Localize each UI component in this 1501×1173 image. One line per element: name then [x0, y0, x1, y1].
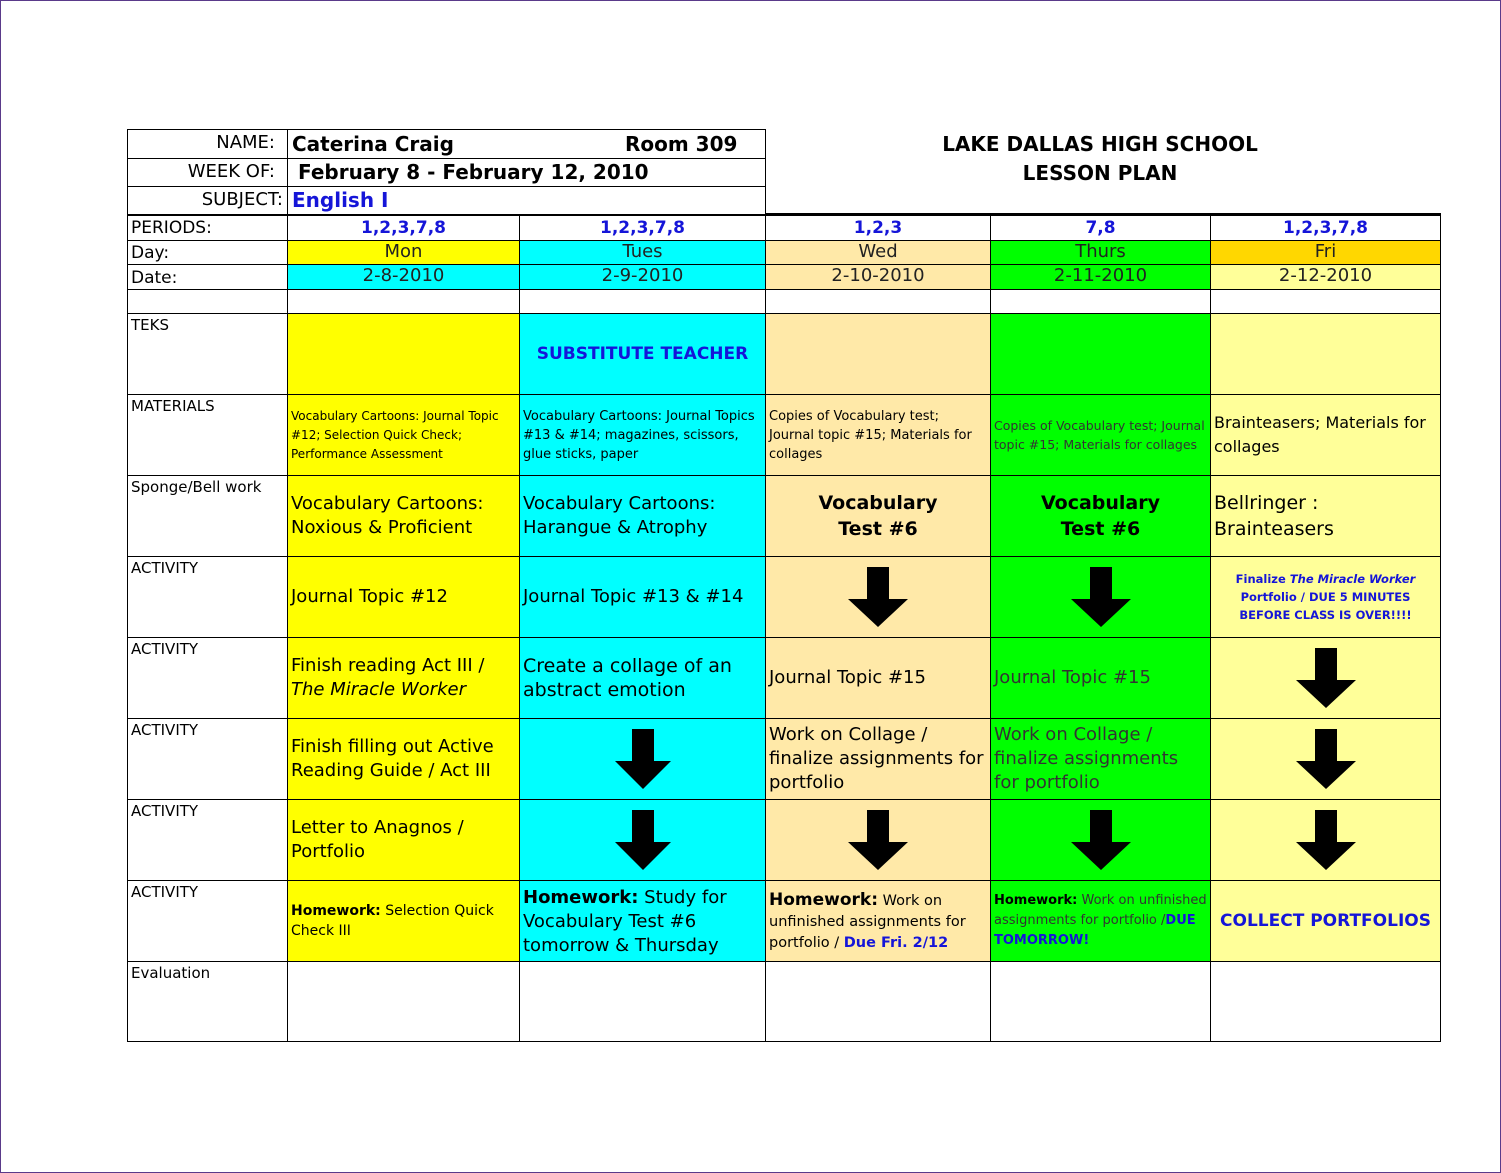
wed-day: Wed — [858, 241, 898, 262]
week-label-cell — [127, 158, 288, 187]
arrow-down-icon — [846, 810, 910, 870]
activity-label-cell-5 — [127, 880, 288, 962]
wed-blank-cell — [765, 289, 991, 314]
wed-activity1-cell — [765, 556, 991, 638]
wed-activity2-cell — [765, 637, 991, 719]
date-label-cell — [127, 264, 288, 290]
tue-teks-cell — [519, 313, 766, 395]
wed-periods: 1,2,3 — [853, 218, 903, 238]
fri-day-cell — [1210, 240, 1441, 265]
wed-teks-cell — [765, 313, 991, 395]
wed-homework: Work on unfinished assignments for portfolio / — [769, 893, 966, 951]
wed-materials-cell — [765, 394, 991, 476]
tue-homework-cell — [519, 880, 766, 962]
fri-teks-cell — [1210, 313, 1441, 395]
sponge-label-cell — [127, 475, 288, 557]
fri-activity1-part2: Portfolio / DUE 5 MINUTES BEFORE CLASS IS OVER!!!! — [1239, 590, 1412, 622]
activity-label: ACTIVITY — [131, 559, 199, 577]
fri-activity1-title: The Miracle Worker — [1289, 572, 1416, 586]
mon-evaluation-cell — [287, 961, 520, 1042]
fri-date-cell — [1210, 264, 1441, 290]
blank-label-cell — [127, 289, 288, 314]
wed-activity3: Work on Collage / finalize assignments for portfolio — [769, 724, 984, 793]
thu-sponge-line2: Test #6 — [1060, 518, 1141, 540]
mon-activity3: Finish filling out Active Reading Guide / Act III — [291, 736, 494, 781]
tue-materials-cell — [519, 394, 766, 476]
week-value: February 8 - February 12, 2010 — [298, 160, 649, 184]
tue-sponge-line1: Vocabulary Cartoons: — [523, 493, 716, 514]
tue-activity2-cell — [519, 637, 766, 719]
wed-homework-due: Due Fri. 2/12 — [843, 935, 949, 951]
tue-periods-cell — [519, 215, 766, 241]
collect-portfolios: COLLECT PORTFOLIOS — [1220, 911, 1431, 931]
thu-homework-cell — [990, 880, 1211, 962]
thu-homework-label: Homework: — [994, 893, 1078, 908]
fri-sponge-line2: Brainteasers — [1214, 518, 1334, 540]
activity-label: ACTIVITY — [131, 721, 199, 739]
thu-homework: Work on unfinished assignments for portfolio / — [994, 893, 1207, 928]
name-label-cell — [127, 129, 288, 159]
tue-activity4-cell — [519, 799, 766, 881]
mon-day: Mon — [384, 241, 423, 262]
thu-materials-cell — [990, 394, 1211, 476]
mon-periods-cell — [287, 215, 520, 241]
mon-activity3-cell — [287, 718, 520, 800]
thu-activity3: Work on Collage / finalize assignments for portfolio — [994, 724, 1179, 793]
wed-sponge-line1: Vocabulary — [818, 492, 938, 514]
subject-value-cell — [287, 186, 766, 215]
arrow-down-icon — [1294, 729, 1358, 789]
fri-sponge-cell — [1210, 475, 1441, 557]
week-value-cell — [287, 158, 766, 187]
fri-activity3-cell — [1210, 718, 1441, 800]
thu-homework-due: DUE TOMORROW! — [994, 913, 1196, 948]
thu-materials: Copies of Vocabulary test; Journal topic #15; Materials for collages — [994, 418, 1205, 452]
mon-homework-label: Homework: — [291, 903, 381, 919]
mon-materials-cell — [287, 394, 520, 476]
thu-day-cell — [990, 240, 1211, 265]
teks-label-cell — [127, 313, 288, 395]
wed-homework-cell — [765, 880, 991, 962]
mon-activity1-cell — [287, 556, 520, 638]
mon-sponge-cell — [287, 475, 520, 557]
fri-homework-cell — [1210, 880, 1441, 962]
thu-activity2: Journal Topic #15 — [994, 667, 1151, 688]
arrow-down-icon — [1069, 567, 1133, 627]
school-name: LAKE DALLAS HIGH SCHOOL — [942, 132, 1258, 156]
tue-sponge-line2: Harangue & Atrophy — [523, 517, 708, 538]
tue-evaluation-cell — [519, 961, 766, 1042]
name-label: NAME: — [216, 132, 275, 153]
tue-homework-label: Homework: — [523, 887, 639, 908]
activity-label: ACTIVITY — [131, 802, 199, 820]
fri-date: 2-12-2010 — [1278, 265, 1373, 286]
thu-periods-cell — [990, 215, 1211, 241]
document-title: LESSON PLAN — [1022, 161, 1178, 185]
tue-blank-cell — [519, 289, 766, 314]
tue-activity1-cell — [519, 556, 766, 638]
thu-date: 2-11-2010 — [1053, 265, 1148, 286]
mon-activity2-line1: Finish reading Act III / — [291, 655, 485, 676]
thu-date-cell — [990, 264, 1211, 290]
mon-homework-cell — [287, 880, 520, 962]
subject-label: SUBJECT: — [201, 189, 283, 210]
mon-blank-cell — [287, 289, 520, 314]
mon-date-cell — [287, 264, 520, 290]
wed-date: 2-10-2010 — [831, 265, 925, 286]
fri-materials: Brainteasers; Materials for collages — [1214, 413, 1426, 456]
mon-teks-cell — [287, 313, 520, 395]
fri-blank-cell — [1210, 289, 1441, 314]
activity-label-cell-4 — [127, 799, 288, 881]
wed-date-cell — [765, 264, 991, 290]
thu-activity3-cell — [990, 718, 1211, 800]
wed-activity2: Journal Topic #15 — [769, 667, 926, 688]
mon-homework: Selection Quick Check III — [291, 903, 494, 939]
week-label: WEEK OF: — [187, 161, 275, 182]
periods-label: PERIODS: — [131, 218, 212, 238]
thu-activity2-cell — [990, 637, 1211, 719]
arrow-down-icon — [613, 810, 673, 870]
activity-label-cell-1 — [127, 556, 288, 638]
tue-date: 2-9-2010 — [601, 265, 684, 286]
mon-date: 2-8-2010 — [362, 265, 445, 286]
wed-homework-label: Homework: — [769, 890, 879, 910]
day-label-cell — [127, 240, 288, 265]
fri-evaluation-cell — [1210, 961, 1441, 1042]
wed-sponge-cell — [765, 475, 991, 557]
mon-activity4: Letter to Anagnos / Portfolio — [291, 817, 464, 862]
tue-periods: 1,2,3,7,8 — [600, 218, 685, 238]
fri-periods-cell — [1210, 215, 1441, 241]
thu-day: Thurs — [1075, 241, 1126, 262]
mon-sponge-line2: Noxious & Proficient — [291, 517, 473, 538]
fri-activity1-part1: Finalize — [1235, 572, 1290, 586]
wed-sponge-line2: Test #6 — [838, 518, 918, 540]
fri-sponge-line1: Bellringer : — [1214, 492, 1319, 514]
wed-day-cell — [765, 240, 991, 265]
mon-activity4-cell — [287, 799, 520, 881]
tue-date-cell — [519, 264, 766, 290]
materials-label: MATERIALS — [131, 397, 215, 415]
tue-day: Tues — [622, 241, 663, 262]
wed-activity4-cell — [765, 799, 991, 881]
arrow-down-icon — [1294, 810, 1358, 870]
mon-periods: 1,2,3,7,8 — [361, 218, 446, 238]
fri-materials-cell — [1210, 394, 1441, 476]
arrow-down-icon — [846, 567, 910, 627]
teks-label: TEKS — [131, 316, 169, 334]
name-value-cell — [287, 129, 766, 159]
date-label: Date: — [131, 268, 178, 288]
fri-activity4-cell — [1210, 799, 1441, 881]
wed-periods-cell — [765, 215, 991, 241]
subject-label-cell — [127, 186, 288, 215]
activity-label: ACTIVITY — [131, 883, 199, 901]
arrow-down-icon — [613, 729, 673, 789]
mon-activity1: Journal Topic #12 — [291, 586, 448, 607]
tue-activity3-cell — [519, 718, 766, 800]
activity-label-cell-3 — [127, 718, 288, 800]
thu-sponge-line1: Vocabulary — [1040, 492, 1161, 514]
substitute-teacher-notice: SUBSTITUTE TEACHER — [536, 344, 749, 364]
thu-teks-cell — [990, 313, 1211, 395]
mon-activity2-cell — [287, 637, 520, 719]
periods-label-cell — [127, 215, 288, 241]
subject-value: English I — [292, 188, 389, 212]
tue-day-cell — [519, 240, 766, 265]
room-number: Room 309 — [625, 132, 738, 156]
thu-evaluation-cell — [990, 961, 1211, 1042]
evaluation-label: Evaluation — [131, 964, 211, 982]
fri-periods: 1,2,3,7,8 — [1283, 218, 1368, 238]
mon-sponge-line1: Vocabulary Cartoons: — [291, 493, 484, 514]
mon-day-cell — [287, 240, 520, 265]
thu-periods: 7,8 — [1085, 218, 1116, 238]
fri-activity2-cell — [1210, 637, 1441, 719]
sponge-label: Sponge/Bell work — [131, 478, 262, 496]
thu-activity4-cell — [990, 799, 1211, 881]
arrow-down-icon — [1294, 648, 1358, 708]
tue-sponge-cell — [519, 475, 766, 557]
day-label: Day: — [131, 243, 170, 263]
tue-materials: Vocabulary Cartoons: Journal Topics #13 & #14; magazines, scissors, glue sticks, paper — [523, 408, 755, 462]
evaluation-label-cell — [127, 961, 288, 1042]
teacher-name: Caterina Craig — [292, 132, 454, 156]
thu-sponge-cell — [990, 475, 1211, 557]
wed-activity3-cell — [765, 718, 991, 800]
tue-homework: Study for Vocabulary Test #6 tomorrow & Thursday — [523, 887, 727, 956]
materials-label-cell — [127, 394, 288, 476]
fri-activity1-cell — [1210, 556, 1441, 638]
wed-materials: Copies of Vocabulary test; Journal topic #15; Materials for collages — [769, 408, 972, 462]
wed-evaluation-cell — [765, 961, 991, 1042]
tue-activity1: Journal Topic #13 & #14 — [523, 586, 744, 607]
thu-activity1-cell — [990, 556, 1211, 638]
activity-label-cell-2 — [127, 637, 288, 719]
fri-day: Fri — [1314, 241, 1337, 262]
mon-materials: Vocabulary Cartoons: Journal Topic #12; Selection Quick Check; Performance Assessment — [291, 408, 499, 461]
mon-activity2-line2: The Miracle Worker — [291, 679, 466, 700]
arrow-down-icon — [1069, 810, 1133, 870]
tue-activity2: Create a collage of an abstract emotion — [523, 655, 732, 701]
activity-label: ACTIVITY — [131, 640, 199, 658]
thu-blank-cell — [990, 289, 1211, 314]
